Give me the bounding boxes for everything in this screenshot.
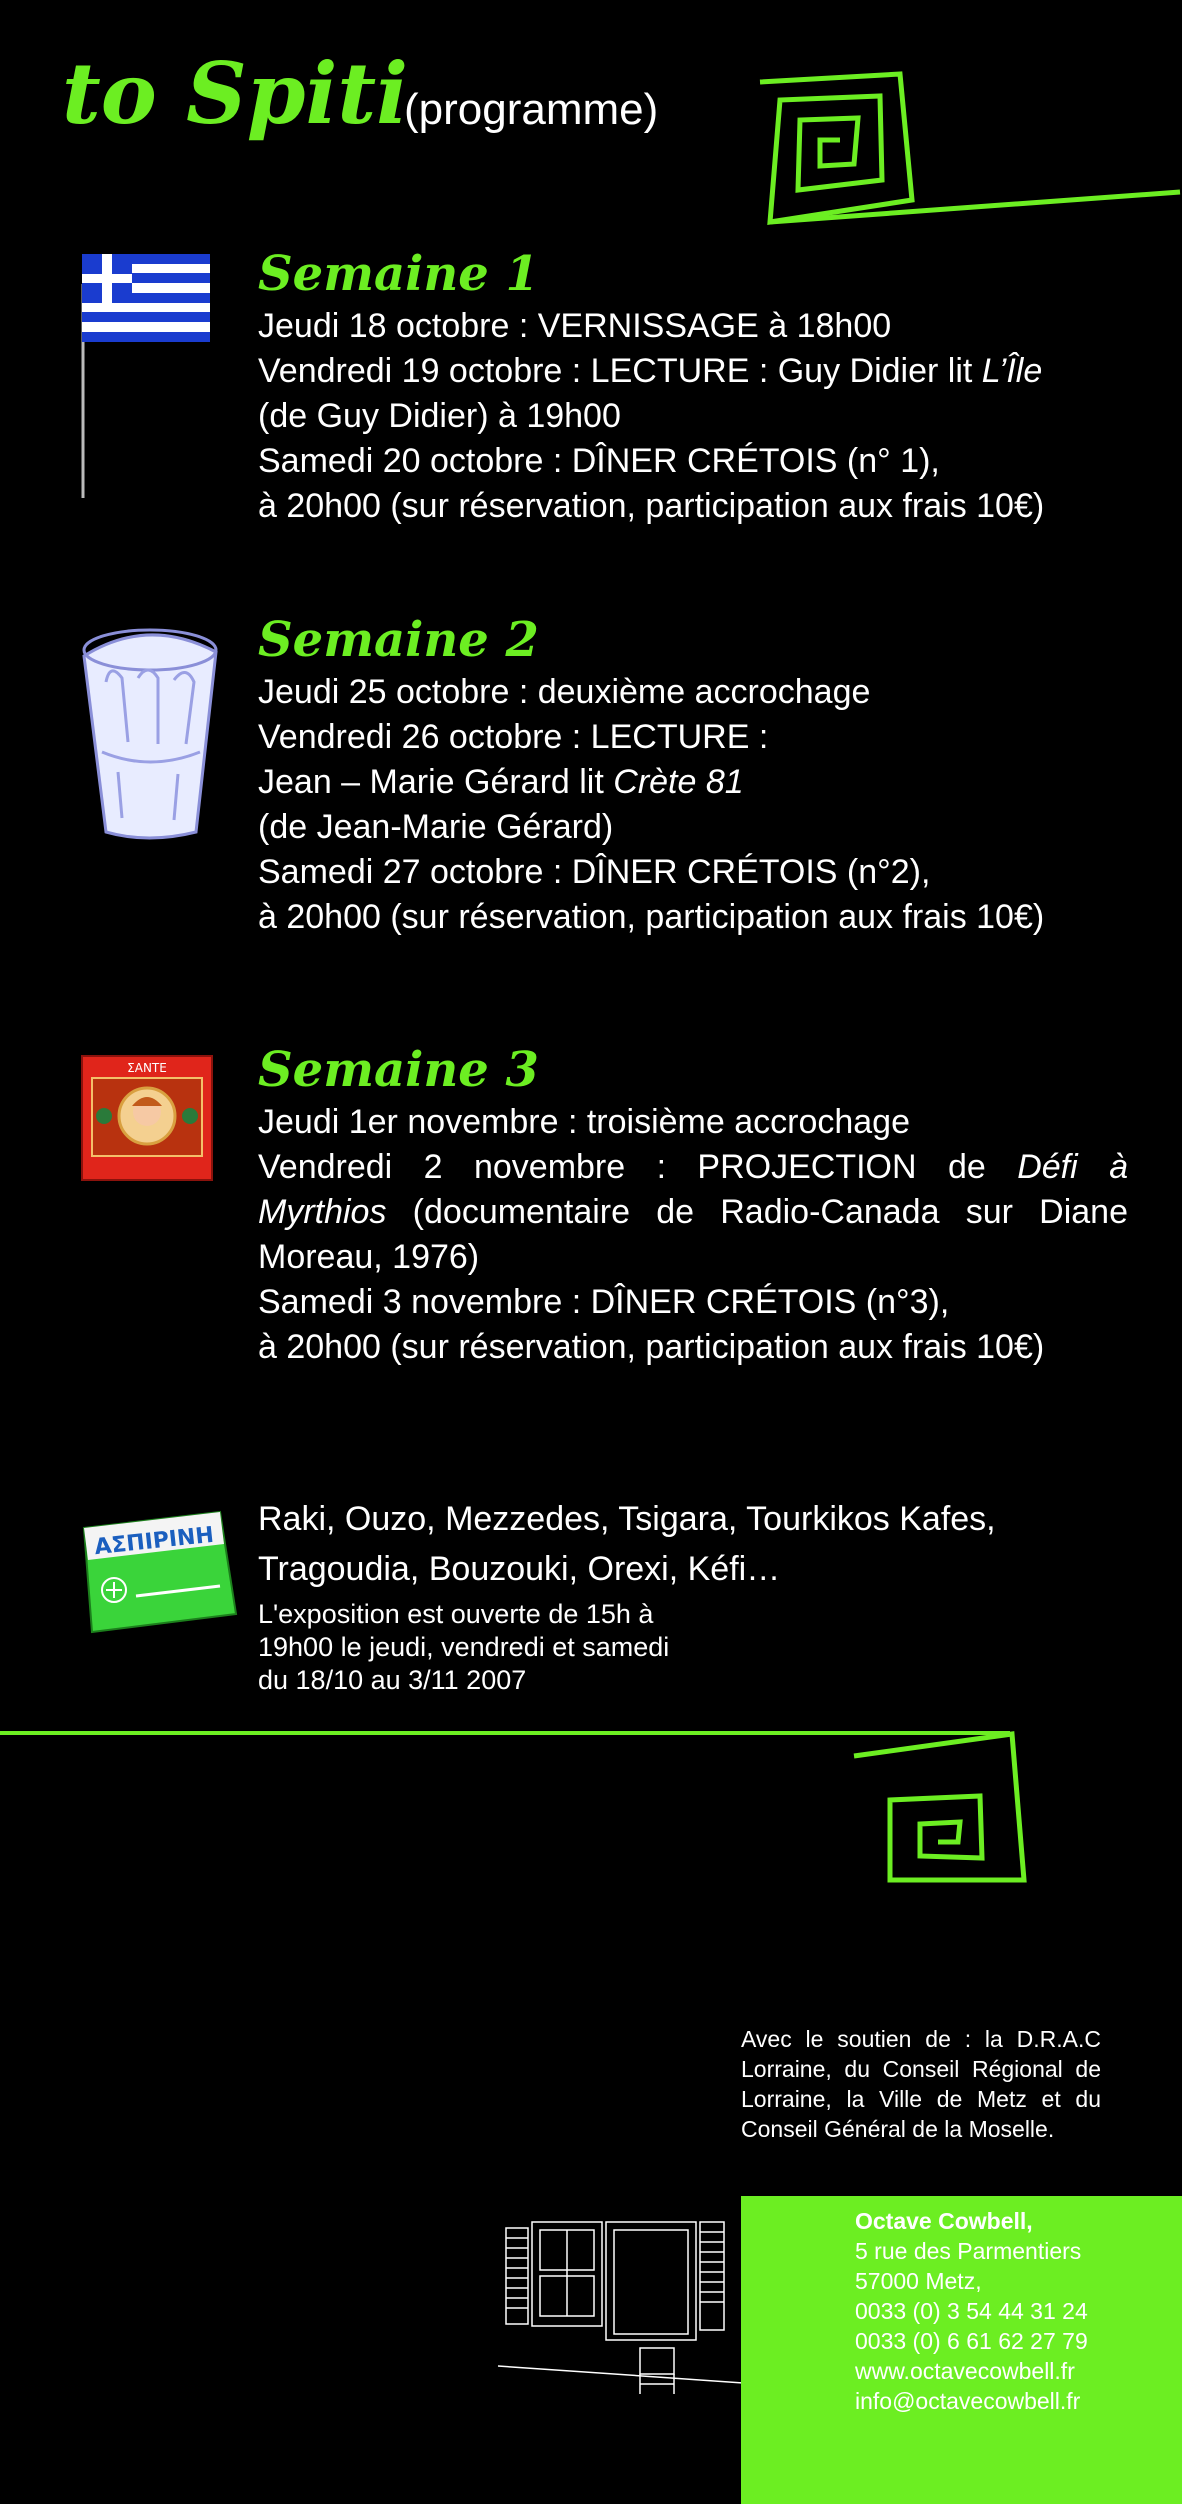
greek-words xyxy=(258,1494,1128,1594)
aspirin-box-illustration xyxy=(80,1506,240,1636)
svg-text:ΑΣΠΙΡΙΝΗ: ΑΣΠΙΡΙΝΗ xyxy=(93,1522,216,1561)
schedule-line: à 20h00 (sur réservation, participation aux frais 10€) xyxy=(258,898,1045,936)
address-line: 57000 Metz, xyxy=(855,2268,982,2294)
page-subtitle: (programme) xyxy=(404,85,659,134)
email-link[interactable]: info@octavecowbell.fr xyxy=(855,2388,1081,2414)
contact-info xyxy=(855,2206,1175,2416)
svg-text:ΣΑΝΤΕ: ΣΑΝΤΕ xyxy=(127,1061,167,1075)
week-1-schedule xyxy=(258,304,1128,529)
week-2-schedule xyxy=(258,670,1128,940)
schedule-line: Jeudi 1er novembre : troisième accrochage xyxy=(258,1103,910,1141)
week-2-title: Semaine 2 xyxy=(258,612,539,668)
schedule-line: Samedi 27 octobre : DÎNER CRÉTOIS (n°2), xyxy=(258,853,931,891)
phone-number: 0033 (0) 6 61 62 27 79 xyxy=(855,2328,1088,2354)
organization-name: Octave Cowbell, xyxy=(855,2208,1033,2234)
schedule-line: Samedi 3 novembre : DÎNER CRÉTOIS (n°3), xyxy=(258,1283,950,1321)
opening-hours-line: L'exposition est ouverte de 15h à xyxy=(258,1599,654,1629)
schedule-line: Moreau, 1976) xyxy=(258,1238,480,1276)
sponsor-text: Avec le soutien de : la D.R.A.C Lorraine, du Conseil Régional de Lorraine, la Ville de Metz et du Conseil Général de la Moselle. xyxy=(741,2026,1101,2142)
opening-hours-line: 19h00 le jeudi, vendredi et samedi xyxy=(258,1632,670,1662)
greek-flag-illustration xyxy=(80,254,215,500)
page-title: to Spiti xyxy=(62,44,409,143)
week-1-title: Semaine 1 xyxy=(258,246,539,302)
opening-hours-line: du 18/10 au 3/11 2007 xyxy=(258,1665,527,1695)
cigarette-packet-illustration xyxy=(80,1054,216,1184)
schedule-line: à 20h00 (sur réservation, participation aux frais 10€) xyxy=(258,487,1045,525)
schedule-line: Vendredi 19 octobre : LECTURE : Guy Didier lit L’Île xyxy=(258,352,1043,390)
schedule-line: Jean – Marie Gérard lit Crète 81 xyxy=(258,763,744,801)
spiral-decoration-bottom xyxy=(850,1730,1030,1884)
schedule-line: Myrthios (documentaire de Radio-Canada sur Diane xyxy=(258,1193,1128,1231)
schedule-line: Samedi 20 octobre : DÎNER CRÉTOIS (n° 1), xyxy=(258,442,940,480)
spiral-decoration-top xyxy=(750,60,1182,230)
glass-illustration xyxy=(78,622,224,840)
address-line: 5 rue des Parmentiers xyxy=(855,2238,1082,2264)
greek-words-line: Tragoudia, Bouzouki, Orexi, Kéfi… xyxy=(258,1550,781,1588)
schedule-line: Vendredi 26 octobre : LECTURE : xyxy=(258,718,769,756)
schedule-line: à 20h00 (sur réservation, participation aux frais 10€) xyxy=(258,1328,1045,1366)
schedule-line: Vendredi 2 novembre : PROJECTION de Défi à xyxy=(258,1148,1128,1186)
website-link[interactable]: www.octavecowbell.fr xyxy=(855,2358,1075,2384)
week-3-schedule xyxy=(258,1100,1128,1370)
schedule-line: Jeudi 18 octobre : VERNISSAGE à 18h00 xyxy=(258,307,892,345)
schedule-line: (de Jean-Marie Gérard) xyxy=(258,808,614,846)
week-3-title: Semaine 3 xyxy=(258,1042,539,1098)
opening-hours xyxy=(258,1598,1128,1697)
schedule-line: (de Guy Didier) à 19h00 xyxy=(258,397,621,435)
schedule-line: Jeudi 25 octobre : deuxième accrochage xyxy=(258,673,871,711)
greek-words-line: Raki, Ouzo, Mezzedes, Tsigara, Tourkikos Kafes, xyxy=(258,1500,996,1538)
phone-number: 0033 (0) 3 54 44 31 24 xyxy=(855,2298,1088,2324)
